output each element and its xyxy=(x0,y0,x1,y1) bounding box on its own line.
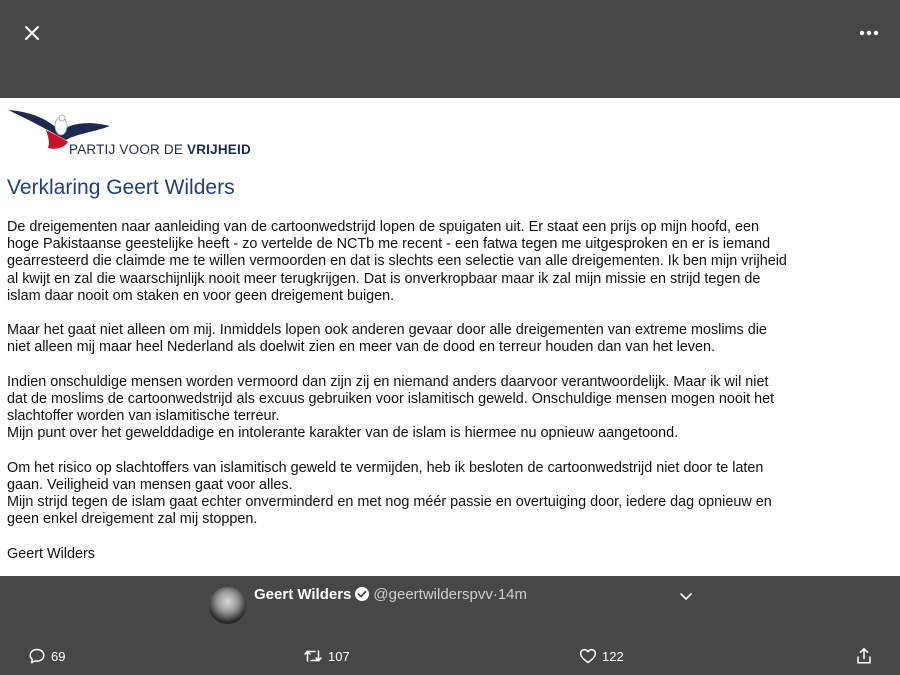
author-name[interactable]: Geert Wilders xyxy=(254,586,352,603)
share-icon xyxy=(855,647,873,665)
verified-badge-icon xyxy=(354,586,370,602)
author-handle: @geertwilderspvv xyxy=(373,586,493,603)
like-button[interactable] xyxy=(579,646,624,666)
reply-icon xyxy=(28,647,46,665)
logo-text: PARTIJ VOOR DE VRIJHEID xyxy=(69,142,251,157)
statement-body xyxy=(7,219,893,576)
paragraph: Om het risico op slachtoffers van islamitisch geweld te vermijden, heb ik besloten de cartoonwedstrijd niet door te laten gaan. Veiligheid van mensen gaat voor alles. Mijn strijd tegen de islam gaat echter onverminderd en met nog méér passie en overtuiging door, iedere dag opnieuw en geen enkel dreigement zal mij stoppen. xyxy=(7,459,772,528)
avatar[interactable] xyxy=(209,587,246,624)
tweet-bar xyxy=(0,576,900,675)
reply-button[interactable] xyxy=(28,646,65,666)
close-button[interactable] xyxy=(20,21,44,45)
close-icon xyxy=(20,21,44,45)
more-options-button[interactable] xyxy=(854,23,884,43)
statement-heading: Verklaring Geert Wilders xyxy=(7,176,235,199)
chevron-down-icon xyxy=(678,588,694,604)
reply-count: 69 xyxy=(51,648,66,664)
tweet-image[interactable] xyxy=(0,98,900,576)
paragraph: De dreigementen naar aanleiding van de cartoonwedstrijd lopen de spuigaten uit. Er staat een prijs op mijn hoofd, een hoge Pakistaanse geestelijke heeft - zo vertelde de NCTb me recent - een fatwa tegen me uitgesproken en er is iemand gearresteerd die claimde me te willen vermoorden en dat is slechts een selectie van alle dreigementen. Ik ben mijn vrijheid al kwijt en zal die waarschijnlijk nooit meer terugkrijgen. Dat is onverkropbaar maar ik zal mijn missie en strijd tegen de islam daar nooit om staken en voor geen dreigement buigen. xyxy=(7,219,787,304)
retweet-button[interactable] xyxy=(303,646,350,666)
retweet-count: 107 xyxy=(328,648,350,664)
like-count: 122 xyxy=(602,648,624,664)
top-bar xyxy=(0,0,900,98)
tweet-menu-button[interactable] xyxy=(678,588,694,604)
retweet-icon xyxy=(303,647,323,665)
separator: · xyxy=(492,586,498,603)
tweet-time: 14m xyxy=(497,586,528,603)
paragraph: Indien onschuldige mensen worden vermoord dan zijn zij en niemand anders daarvoor verantwoordelijk. Maar ik wil niet dat de moslims de cartoonwedstrijd als excuus gebruiken voor islamitisch geweld. Onschuldige mensen mogen nooit het slachtoffer worden van islamitische terreur. Mijn punt over het gewelddadige en intolerante karakter van de islam is hiermee nu opnieuw aangetoond. xyxy=(7,373,775,442)
share-button[interactable] xyxy=(855,646,873,666)
paragraph: Maar het gaat niet alleen om mij. Inmiddels lopen ook anderen gevaar door alle dreigementen van extreme moslims die niet alleen mij maar heel Nederland als doelwit zien en meer van de dood en terreur houden dan van het leven. xyxy=(7,322,767,356)
heart-icon xyxy=(579,647,597,665)
signature: Geert Wilders xyxy=(7,545,95,562)
author-line[interactable] xyxy=(254,586,527,603)
more-options-icon xyxy=(854,23,884,43)
